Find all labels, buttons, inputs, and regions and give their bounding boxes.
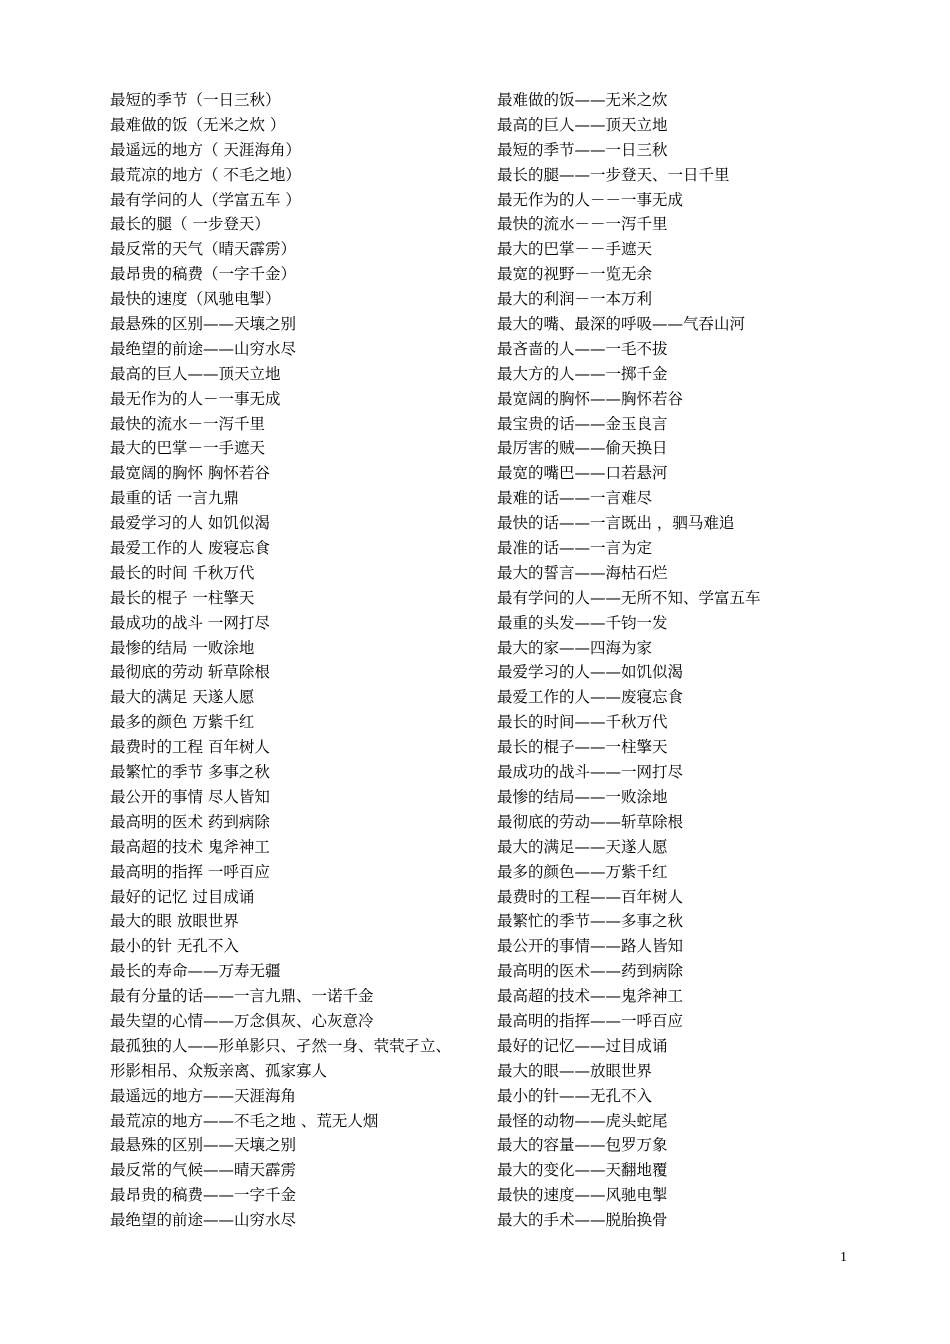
idiom-line: 最有学问的人——无所不知、学富五车 bbox=[497, 588, 761, 607]
idiom-line: 最荒凉的地方（ 不毛之地） bbox=[110, 165, 301, 184]
idiom-line: 最快的流水－一泻千里 bbox=[110, 414, 266, 433]
idiom-line: 最爱工作的人——废寝忘食 bbox=[497, 688, 684, 707]
idiom-line: 最准的话——一言为定 bbox=[497, 539, 653, 558]
idiom-line: 最大的变化——天翻地覆 bbox=[497, 1161, 668, 1180]
idiom-line: 最绝望的前途——山穷水尽 bbox=[110, 339, 297, 358]
idiom-line: 最遥远的地方——天涯海角 bbox=[110, 1086, 297, 1105]
idiom-line: 最彻底的劳动 斩草除根 bbox=[110, 663, 270, 682]
idiom-line: 最高的巨人——顶天立地 bbox=[497, 115, 668, 134]
idiom-line: 最大的誓言——海枯石烂 bbox=[497, 563, 668, 582]
idiom-line: 最短的季节（一日三秋） bbox=[110, 91, 281, 109]
idiom-line: 最爱学习的人 如饥似渴 bbox=[110, 514, 270, 533]
idiom-line: 最好的记忆 过目成诵 bbox=[110, 887, 255, 906]
idiom-line: 最快的速度——风驰电掣 bbox=[497, 1186, 668, 1205]
idiom-line: 最遥远的地方（ 天涯海角） bbox=[110, 140, 301, 159]
idiom-line: 最昂贵的稿费——一字千金 bbox=[110, 1186, 297, 1205]
idiom-line: 最失望的心情——万念俱灰、心灰意冷 bbox=[110, 1011, 374, 1030]
idiom-line: 最费时的工程——百年树人 bbox=[497, 887, 684, 906]
idiom-line: 最宽的视野－一览无余 bbox=[497, 265, 653, 284]
idiom-line: 最快的流水－－一泻千里 bbox=[497, 215, 668, 234]
idiom-line: 最有学问的人（学富五车 ） bbox=[110, 190, 301, 209]
idiom-line: 最反常的天气（晴天霹雳） bbox=[110, 240, 297, 259]
idiom-line: 最大的眼 放眼世界 bbox=[110, 912, 239, 931]
idiom-line: 最高超的技术 鬼斧神工 bbox=[110, 837, 270, 856]
idiom-line: 最有分量的话——一言九鼎、一诺千金 bbox=[110, 987, 374, 1006]
idiom-line: 最繁忙的季节——多事之秋 bbox=[497, 912, 684, 931]
idiom-line: 最高超的技术——鬼斧神工 bbox=[497, 987, 684, 1006]
right-column bbox=[497, 88, 917, 1233]
idiom-line: 最高明的指挥——一呼百应 bbox=[497, 1011, 684, 1030]
idiom-line: 最绝望的前途——山穷水尽 bbox=[110, 1211, 297, 1230]
idiom-line: 最大的家——四海为家 bbox=[497, 638, 653, 657]
idiom-line: 最爱学习的人——如饥似渴 bbox=[497, 663, 684, 682]
idiom-line: 最爱工作的人 废寝忘食 bbox=[110, 539, 270, 558]
idiom-line: 最公开的事情——路人皆知 bbox=[497, 937, 684, 956]
idiom-line: 最大的嘴、最深的呼吸——气吞山河 bbox=[497, 315, 746, 334]
idiom-line: 最高明的指挥 一呼百应 bbox=[110, 862, 270, 881]
idiom-line: 最悬殊的区别——天壤之别 bbox=[110, 315, 297, 334]
idiom-line: 最多的颜色 万紫千红 bbox=[110, 713, 255, 732]
idiom-line: 最好的记忆——过目成诵 bbox=[497, 1036, 668, 1055]
idiom-line: 最大的满足 天遂人愿 bbox=[110, 688, 255, 707]
idiom-line: 最反常的气候——晴天霹雳 bbox=[110, 1161, 297, 1180]
idiom-line: 最荒凉的地方——不毛之地 、荒无人烟 bbox=[110, 1111, 379, 1130]
idiom-line: 最繁忙的季节 多事之秋 bbox=[110, 763, 270, 782]
idiom-line: 最大的手术——脱胎换骨 bbox=[497, 1211, 668, 1230]
idiom-line: 最大的满足——天遂人愿 bbox=[497, 837, 668, 856]
idiom-line: 最孤独的人——形单影只、孑然一身、茕茕孑立、 bbox=[110, 1036, 452, 1055]
idiom-line: 最大方的人——一掷千金 bbox=[497, 364, 668, 383]
page-number: 1 bbox=[840, 1250, 847, 1265]
idiom-line: 形影相吊、众叛亲离、孤家寡人 bbox=[110, 1061, 328, 1080]
left-column bbox=[110, 88, 490, 1233]
idiom-line: 最公开的事情 尽人皆知 bbox=[110, 787, 270, 806]
idiom-line: 最大的巴掌－－手遮天 bbox=[497, 240, 653, 259]
idiom-line: 最高的巨人——顶天立地 bbox=[110, 364, 281, 383]
idiom-line: 最悬殊的区别——天壤之别 bbox=[110, 1136, 297, 1155]
idiom-line: 最多的颜色——万紫千红 bbox=[497, 862, 668, 881]
idiom-line: 最高明的医术 药到病除 bbox=[110, 812, 270, 831]
idiom-line: 最大的巴掌－一手遮天 bbox=[110, 439, 266, 458]
idiom-line: 最彻底的劳动——斩草除根 bbox=[497, 812, 684, 831]
idiom-line: 最宝贵的话——金玉良言 bbox=[497, 414, 668, 433]
idiom-line: 最成功的战斗 一网打尽 bbox=[110, 613, 270, 632]
idiom-line: 最无作为的人－－一事无成 bbox=[497, 190, 684, 209]
idiom-line: 最重的头发——千钧一发 bbox=[497, 613, 668, 632]
idiom-line: 最宽的嘴巴——口若悬河 bbox=[497, 464, 668, 483]
idiom-line: 最无作为的人－一事无成 bbox=[110, 389, 281, 408]
idiom-line: 最快的速度（风驰电掣） bbox=[110, 290, 281, 309]
idiom-line: 最厉害的贼——偷天换日 bbox=[497, 439, 668, 458]
idiom-line: 最昂贵的稿费（一字千金） bbox=[110, 265, 297, 284]
idiom-line: 最小的针 无孔不入 bbox=[110, 937, 239, 956]
idiom-line: 最惨的结局 一败涂地 bbox=[110, 638, 255, 657]
idiom-line: 最怪的动物——虎头蛇尾 bbox=[497, 1111, 668, 1130]
idiom-line: 最短的季节——一日三秋 bbox=[497, 140, 668, 159]
idiom-line: 最大的容量——包罗万象 bbox=[497, 1136, 668, 1155]
idiom-line: 最难做的饭（无米之炊 ） bbox=[110, 115, 286, 134]
idiom-line: 最高明的医术——药到病除 bbox=[497, 962, 684, 981]
idiom-line: 最吝啬的人——一毛不拔 bbox=[497, 339, 668, 358]
idiom-line: 最难的话——一言难尽 bbox=[497, 489, 653, 508]
idiom-line: 最长的寿命——万寿无疆 bbox=[110, 962, 281, 981]
idiom-line: 最费时的工程 百年树人 bbox=[110, 738, 270, 757]
idiom-line: 最大的眼——放眼世界 bbox=[497, 1061, 653, 1080]
idiom-line: 最快的话——一言既出 ，驷马难追 bbox=[497, 514, 735, 533]
idiom-line: 最长的腿——一步登天、一日千里 bbox=[497, 165, 730, 184]
idiom-line: 最长的时间——千秋万代 bbox=[497, 713, 668, 732]
idiom-line: 最重的话 一言九鼎 bbox=[110, 489, 239, 508]
idiom-line: 最宽阔的胸怀 胸怀若谷 bbox=[110, 464, 270, 483]
idiom-line: 最长的时间 千秋万代 bbox=[110, 563, 255, 582]
idiom-line: 最成功的战斗——一网打尽 bbox=[497, 763, 684, 782]
idiom-line: 最长的棍子——一柱擎天 bbox=[497, 738, 668, 757]
idiom-line: 最小的针——无孔不入 bbox=[497, 1086, 653, 1105]
idiom-line: 最长的腿（ 一步登天） bbox=[110, 215, 270, 234]
idiom-line: 最难做的饭——无米之炊 bbox=[497, 91, 668, 109]
idiom-line: 最长的棍子 一柱擎天 bbox=[110, 588, 255, 607]
idiom-line: 最宽阔的胸怀——胸怀若谷 bbox=[497, 389, 684, 408]
idiom-line: 最大的利润－一本万利 bbox=[497, 290, 653, 309]
idiom-line: 最惨的结局——一败涂地 bbox=[497, 787, 668, 806]
